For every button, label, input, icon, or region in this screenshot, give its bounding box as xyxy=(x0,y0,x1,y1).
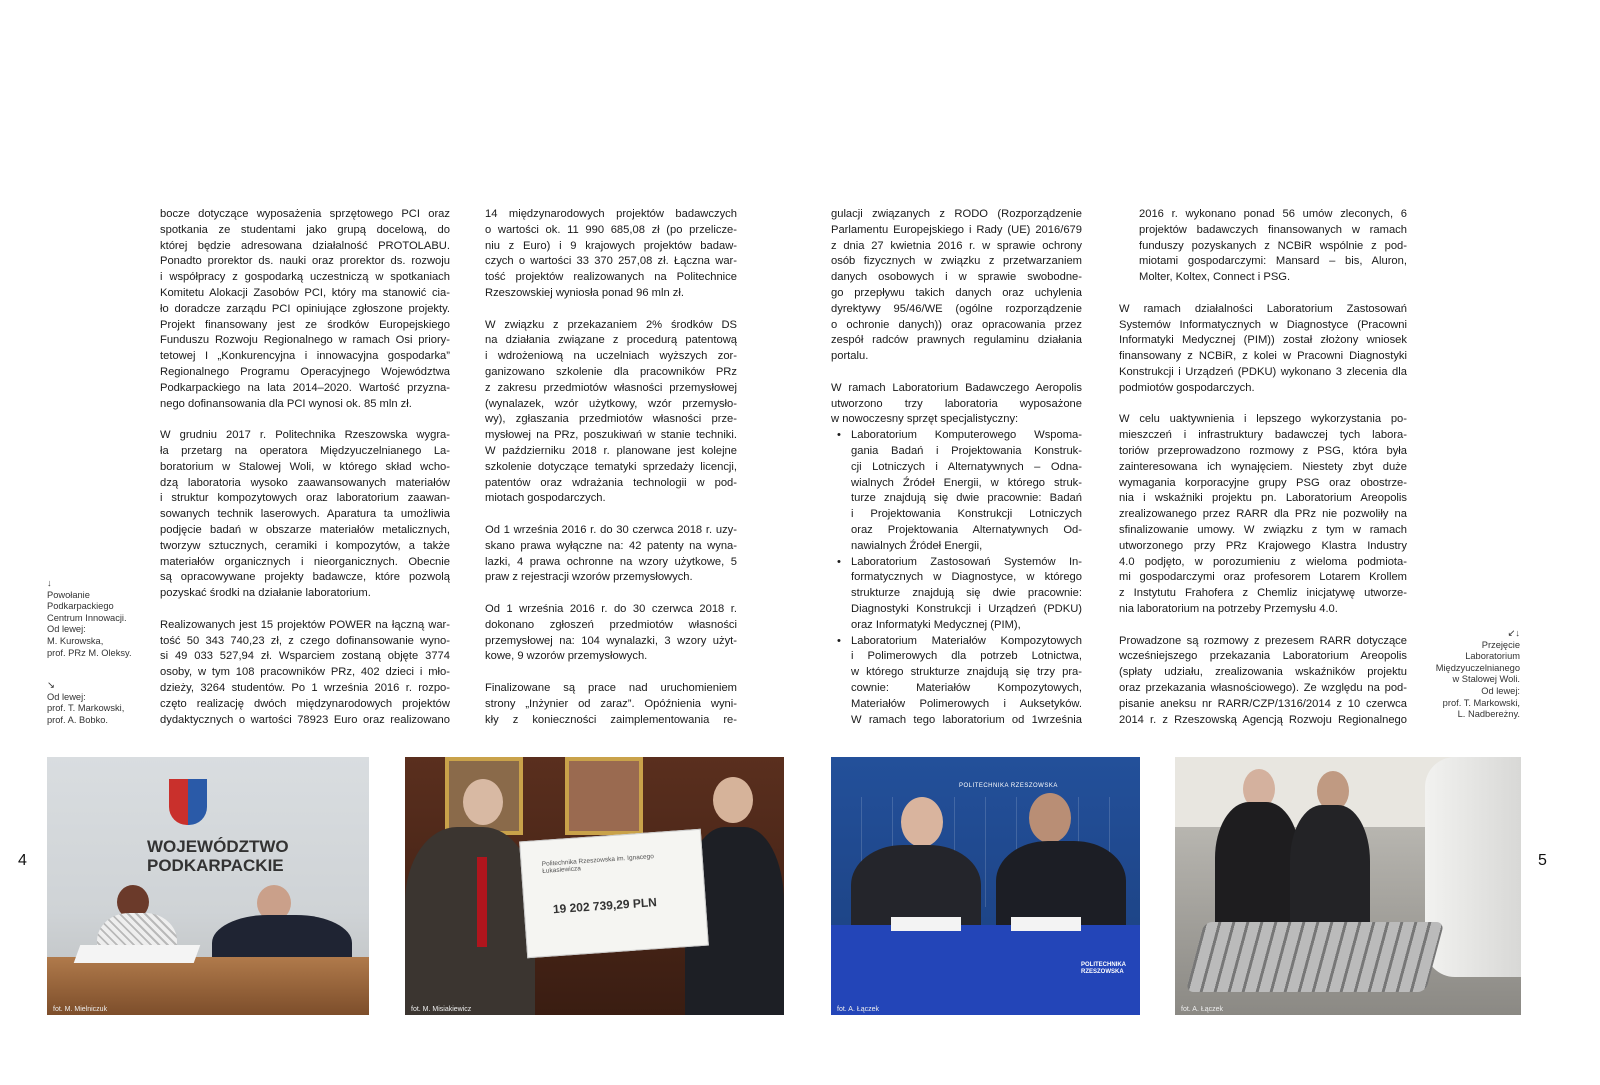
paragraph xyxy=(485,602,737,665)
paragraph xyxy=(1119,634,1407,729)
photo-credit: fot. M. Mielniczuk xyxy=(53,1006,108,1013)
text-line: projektów badawczych finansowanych w ramach xyxy=(1139,223,1407,236)
text-line: czych o wartości 33 370 257,08 zł. Łączna war- xyxy=(485,255,737,268)
page-number-left: 4 xyxy=(18,852,27,869)
text-line: dyrektywy 95/46/WE (ogólne rozporządzenie xyxy=(831,302,1082,315)
text-line: częto realizację dwóch międzynarodowych projektów xyxy=(160,697,450,710)
text-line: W październiku 2018 r. planowane jest kolejne xyxy=(485,444,737,457)
caption-line: M. Kurowska, xyxy=(47,635,104,646)
text-line: dzą laboratoria wysoko zaawansowanych materiałów xyxy=(160,476,450,489)
text-line: kowe, 9 wzorów przemysłowych. xyxy=(485,650,648,663)
text-line: Ponadto prorektor ds. nauki oraz prorektor ds. rozwoju xyxy=(160,255,450,268)
caption-line: Podkarpackiego xyxy=(47,601,114,612)
text-line: • Laboratorium Materiałów Kompozytowych xyxy=(851,634,1082,647)
text-line: szkolenie dotyczące tematyki sprzedaży licencji, xyxy=(485,460,737,473)
caption-line: Od lewej: xyxy=(47,691,86,702)
paragraph xyxy=(1119,207,1407,286)
text-line: 2016 r. wykonano ponad 56 umów zleconych, 6 xyxy=(1139,208,1407,220)
text-line: pozyskać środki na działanie laboratorium. xyxy=(160,587,371,600)
text-line: turze znajdują się dwie pracownie: Badań xyxy=(851,492,1082,505)
photo-credit: fot. A. Łączek xyxy=(837,1006,880,1013)
text-line: z dnia 27 kwietnia 2016 r. w sprawie ochrony xyxy=(831,239,1082,252)
caption-line: prof. A. Bobko. xyxy=(47,714,108,725)
text-line: • Laboratorium Zastosowań Systemów In- xyxy=(851,555,1082,568)
caption-line: Laboratorium xyxy=(1465,651,1520,662)
text-line: W ramach Laboratorium Badawczego Aeropolis xyxy=(831,381,1082,394)
text-line: Parlamentu Europejskiego i Rady (UE) 2016/679 xyxy=(831,223,1082,236)
text-line: materiałów organicznych i nieorganicznych. Obecnie xyxy=(160,555,450,568)
text-line: i współpracy z gospodarką uczestniczą w spotkaniach xyxy=(160,271,450,284)
caption-left-2 xyxy=(47,680,152,726)
text-line: dokonano zgłoszeń przedmiotów własności xyxy=(485,618,737,631)
text-line: podjęcie badań w obszarze materiałów metalicznych, xyxy=(160,523,450,536)
text-line: tość 50 343 740,23 zł, z czego dofinansowanie wyno- xyxy=(160,634,450,647)
text-line: zainteresowana ich wynajęciem. Niestety zbyt duże xyxy=(1119,460,1407,473)
text-line: wymagania korporacyjne grupy PSG oraz obostrze- xyxy=(1119,476,1407,489)
text-column-1 xyxy=(160,207,450,744)
text-line: o wartości ok. 11 990 685,08 zł (po przelicze- xyxy=(485,223,737,236)
text-line: miotach gospodarczych. xyxy=(485,492,606,505)
text-line: portalu. xyxy=(831,350,869,363)
text-line: • Laboratorium Komputerowego Wspoma- xyxy=(851,429,1082,442)
text-line: z Instytutu Frahofera z Chemliz inicjatywę utworze- xyxy=(1119,587,1407,600)
text-line: ło doradcze zarządu PCI opiniujące zgłoszone projekty. xyxy=(160,302,450,315)
text-line: Funduszu Rozwoju Regionalnego w ramach Osi priory- xyxy=(160,334,450,347)
text-line: zespół radców prawnych regulaminu działania xyxy=(831,334,1082,347)
text-line: przemysłowej na: 104 wynalazki, 3 wzory użyt- xyxy=(485,634,737,647)
text-line: W celu uaktywnienia i lepszego wykorzystania po- xyxy=(1119,413,1407,426)
text-line: Finalizowane są prace nad uruchomieniem xyxy=(485,681,737,694)
photo-credit: fot. M. Misiakiewicz xyxy=(411,1006,472,1013)
text-line: mysłowej na PRz, poszukiwań w stanie techniki. xyxy=(485,429,737,442)
text-line: i Polimerowych dla potrzeb Lotnictwa, xyxy=(851,650,1082,663)
text-line: tworzyw sztucznych, ceramiki i kompozytów, a także xyxy=(160,539,450,552)
paragraph xyxy=(1119,302,1407,397)
coat-of-arms-icon xyxy=(169,779,207,825)
text-line: której będzie adresowana działalność PROTOLABU. xyxy=(160,239,450,252)
text-line: bocze dotyczące wyposażenia sprzętowego PCI oraz xyxy=(160,208,450,220)
photo-signing-pci xyxy=(47,757,369,1015)
text-line: pisanie aneksu nr RARR/CZP/1316/2014 z 10 czerwca xyxy=(1119,697,1407,710)
text-line: mi gospodarczymi oraz profesorem Lotarem Krollem xyxy=(1119,571,1407,584)
text-line: utworzono trzy laboratoria wyposażone xyxy=(831,397,1082,410)
bullet-list-item xyxy=(831,634,1082,729)
caption-line: prof. T. Markowski, xyxy=(47,703,125,714)
paragraph xyxy=(485,207,737,302)
text-line: podmiotów gospodarczych. xyxy=(1119,381,1255,394)
paragraph xyxy=(831,381,1082,428)
bullet-list-item xyxy=(831,428,1082,554)
text-line: W ramach tego laboratorium od 1września xyxy=(851,713,1082,726)
text-line: miotami gospodarczymi: Mansard – bis, Aluron, xyxy=(1139,255,1407,268)
text-line: Molter, Koltex, Connect i PSG. xyxy=(1139,271,1291,284)
text-line: (spłaty udziału, zrealizowania wskaźników projektu xyxy=(1119,666,1407,679)
text-line: zrealizowanego przez RARR dla PRz nie pozwoliły na xyxy=(1119,508,1407,521)
text-line: dzieży, 3264 studentów. Po 1 września 2016 r. rozpo- xyxy=(160,681,450,694)
text-line: mieszczeń i infrastruktury badawczej tych labora- xyxy=(1119,429,1407,442)
text-line: tość projektów realizowanych na Politechnice xyxy=(485,271,737,284)
photo-credit: fot. A. Łączek xyxy=(1181,1006,1224,1013)
text-line: strukturze znajdują się dwie pracownie: xyxy=(851,587,1082,600)
text-line: Realizowanych jest 15 projektów POWER na łączną war- xyxy=(160,618,450,631)
caption-line: prof. PRz M. Oleksy. xyxy=(47,647,132,658)
caption-line: Przejęcie xyxy=(1481,639,1520,650)
text-line: spotkania ze studentami jako grupą docelową, do xyxy=(160,223,450,236)
text-line: Konstrukcji i Urządzeń (PDKU) wykonano 3 zlecenia dla xyxy=(1119,365,1407,378)
text-line: 4.0 podjęto, w porozumieniu z wieloma podmiota- xyxy=(1119,555,1407,568)
text-line: nego dofinansowania dla PCI wynosi ok. 85 mln zł. xyxy=(160,397,412,410)
text-line: oraz Informatyki Medycznej (PIM), xyxy=(851,618,1021,631)
caption-line: L. Nadbereżny. xyxy=(1457,709,1520,720)
banner-text: POLITECHNIKA RZESZOWSKA xyxy=(959,783,1058,789)
text-line: są opracowywane projekty badawcze, które pozwolą xyxy=(160,571,450,584)
caption-line: Powołanie xyxy=(47,589,90,600)
text-line: osoby, w tym 108 pracowników PRz, 402 dzieci i mło- xyxy=(160,666,450,679)
paragraph xyxy=(160,428,450,602)
text-line: Materiałów Polimerowych i Auksetyków. xyxy=(851,697,1082,710)
text-line: na działania związane z procedurą patentową xyxy=(485,334,737,347)
text-line: dydaktycznych o wartości 78923 Euro oraz realizowano xyxy=(160,713,450,726)
paragraph xyxy=(160,207,450,412)
caption-left-1 xyxy=(47,578,152,659)
text-line: toriów przeprowadzono rozmowy z PSG, która była xyxy=(1119,444,1407,457)
paragraph xyxy=(485,523,737,586)
text-line: z zakresu przedmiotów własności przemysłowej xyxy=(485,381,737,394)
caption-line: Od lewej: xyxy=(1481,685,1520,696)
paragraph xyxy=(485,681,737,728)
caption-line: Centrum Innowacji. xyxy=(47,612,127,623)
text-line: funduszy pozyskanych z NCBiR wspólnie z pod- xyxy=(1139,239,1407,252)
text-line: niu z Euro) i 9 krajowych projektów badaw- xyxy=(485,239,737,252)
text-line: si 49 033 527,94 zł. Wsparciem zostaną objęte 3774 xyxy=(160,650,450,663)
text-line: i struktur kompozytowych oraz laboratorium zaawan- xyxy=(160,492,450,505)
caption-line: Od lewej: xyxy=(47,624,86,635)
check-board xyxy=(519,829,709,958)
text-line: ła przetarg na operatora Międzyuczelnianego La- xyxy=(160,444,450,457)
text-column-2 xyxy=(485,207,737,744)
text-line: i wdrożeniową na uczelniach wyższych zor- xyxy=(485,350,737,363)
text-line: W związku z przekazaniem 2% środków DS xyxy=(485,318,737,331)
check-amount: 19 202 739,29 PLN xyxy=(552,895,658,917)
text-line: formatycznych w Diagnostyce, w którego xyxy=(851,571,1082,584)
text-line: finansowany z NCBiR, z kolei w Pracowni Diagnostyki xyxy=(1119,350,1407,363)
text-column-3 xyxy=(831,207,1082,728)
paragraph xyxy=(1119,412,1407,617)
arrow-icon: ↘ xyxy=(47,680,55,690)
caption-line: w Stalowej Woli. xyxy=(1452,674,1520,685)
sign-line-2: PODKARPACKIE xyxy=(147,856,284,875)
text-line: osób fizycznych w związku z przetwarzaniem xyxy=(831,255,1082,268)
text-line: W ramach działalności Laboratorium Zastosowań xyxy=(1119,302,1407,315)
text-line: ganizowano szkolenie dla pracowników PRz xyxy=(485,365,737,378)
text-line: sowanych technik laserowych. Aparatura ta umożliwia xyxy=(160,508,450,521)
caption-right-1 xyxy=(1410,628,1520,721)
text-line: nia i wskaźniki projektu pn. Laboratorium Areopolis xyxy=(1119,492,1407,505)
caption-line: prof. T. Markowski, xyxy=(1442,697,1520,708)
text-line: utworzonego przy PRz Krajowego Klastra Industry xyxy=(1119,539,1407,552)
text-line: Diagnostyki Konstrukcji i Urządzeń (PDKU) xyxy=(851,602,1082,615)
text-line: gulacji związanych z RODO (Rozporządzenie xyxy=(831,208,1082,220)
sign-line-1: WOJEWÓDZTWO xyxy=(147,837,289,856)
text-column-4 xyxy=(1119,207,1407,744)
text-line: go przepływu takich danych oraz uchylenia xyxy=(831,286,1082,299)
text-line: danych osobowych i w sprawie swobodne- xyxy=(831,271,1082,284)
text-line: W grudniu 2017 r. Politechnika Rzeszowska wygra- xyxy=(160,429,450,442)
check-title: Politechnika Rzeszowska im. Ignacego Łukasiewicza xyxy=(541,853,655,875)
text-line: gania Badań i Projektowania Konstruk- xyxy=(851,444,1082,457)
text-line: Prowadzone są rozmowy z prezesem RARR dotyczące xyxy=(1119,634,1407,647)
text-line: wy), zgłaszania przedmiotów własności prze- xyxy=(485,413,737,426)
text-line: Regionalnego Programu Operacyjnego Województwa xyxy=(160,365,450,378)
text-line: i Projektowania Konstrukcji Lotniczych xyxy=(851,508,1082,521)
text-line: kły z konieczności zaimplementowania re- xyxy=(485,713,737,726)
text-line: patentów oraz wdrażania technologii w pod- xyxy=(485,476,737,489)
text-line: Od 1 września 2016 r. do 30 czerwca 2018 r. uzy- xyxy=(485,523,737,536)
text-line: oraz Projektowania Alternatywnych Od- xyxy=(851,523,1082,536)
text-line: cownie: Materiałów Kompozytowych, xyxy=(851,681,1082,694)
text-line: lazki, 4 prawa ochronne na wzory użytkowe, 5 xyxy=(485,555,737,568)
text-line: sfinalizowanie umowy. W związku z tym w ramach xyxy=(1119,523,1407,536)
text-line: (wynalazek, wzór użytkowy, wzór przemysło- xyxy=(485,397,737,410)
text-line: nawialnych Źródeł Energii, xyxy=(851,539,983,552)
caption-line: Międzyuczelnianego xyxy=(1435,662,1520,673)
text-line: Informatyki Medycznej (PIM)) został złożony wniosek xyxy=(1119,334,1407,347)
page-number-right: 5 xyxy=(1538,852,1547,869)
paragraph xyxy=(160,618,450,729)
text-line: Systemów Informatycznych w Diagnostyce (Pracowni xyxy=(1119,318,1407,331)
document xyxy=(74,945,201,963)
photo-check-presentation xyxy=(405,757,784,1015)
paragraph xyxy=(831,207,1082,365)
text-line: wcześniejszego przekazania Laboratorium Areopolis xyxy=(1119,650,1407,663)
paragraph xyxy=(485,318,737,508)
text-line: tetowej I „Konkurencyjna i innowacyjna gospodarka” xyxy=(160,350,450,363)
text-line: skano prawa wyłączne na: 42 patenty na wyna- xyxy=(485,539,737,552)
text-line: w nowoczesny sprzęt specjalistyczny: xyxy=(831,413,1019,426)
sign-text xyxy=(147,837,289,875)
text-line: strony „Inżynier od zaraz”. Opóźnienia wyni- xyxy=(485,697,737,710)
text-line: Rzeszowskiej wyniosła ponad 96 mln zł. xyxy=(485,286,684,299)
arrow-icon: ↓ xyxy=(47,578,52,588)
text-line: Projekt finansowany jest ze środków Europejskiego xyxy=(160,318,450,331)
table-logo-text: POLITECHNIKA RZESZOWSKA xyxy=(1081,962,1126,975)
text-line: boratorium w Stalowej Woli, w którego skład wcho- xyxy=(160,460,450,473)
arrow-icon: ↙↓ xyxy=(1507,628,1520,638)
photo-laboratory-handover xyxy=(1175,757,1521,1015)
bullet-list-item xyxy=(831,555,1082,634)
photo-signing-prz xyxy=(831,757,1140,1015)
text-line: w którego strukturze znajdują się trzy pra- xyxy=(851,666,1082,679)
text-line: o ochronie danych)) oraz opracowania przez xyxy=(831,318,1082,331)
text-line: 2014 r. z Rzeszowską Agencją Rozwoju Regionalnego xyxy=(1119,713,1407,726)
text-line: nia laboratorium na potrzeby Przemysłu 4.0. xyxy=(1119,602,1338,615)
text-line: wialnych Źródeł Energii, w którego struk- xyxy=(851,476,1082,489)
text-line: Komitetu Alokacji Zasobów PCI, który ma stanowić cia- xyxy=(160,286,450,299)
text-line: oraz przekazania własnościowego). Ze względu na pod- xyxy=(1119,681,1407,694)
text-line: Od 1 września 2016 r. do 30 czerwca 2018 r. xyxy=(485,602,737,615)
text-line: cji Lotniczych i Alternatywnych – Odna- xyxy=(851,460,1082,473)
text-line: praw z rejestracji wzorów przemysłowych. xyxy=(485,571,693,584)
text-line: 14 międzynarodowych projektów badawczych xyxy=(485,208,737,220)
text-line: Podkarpackiego na lata 2014–2020. Wartość przyzna- xyxy=(160,381,450,394)
